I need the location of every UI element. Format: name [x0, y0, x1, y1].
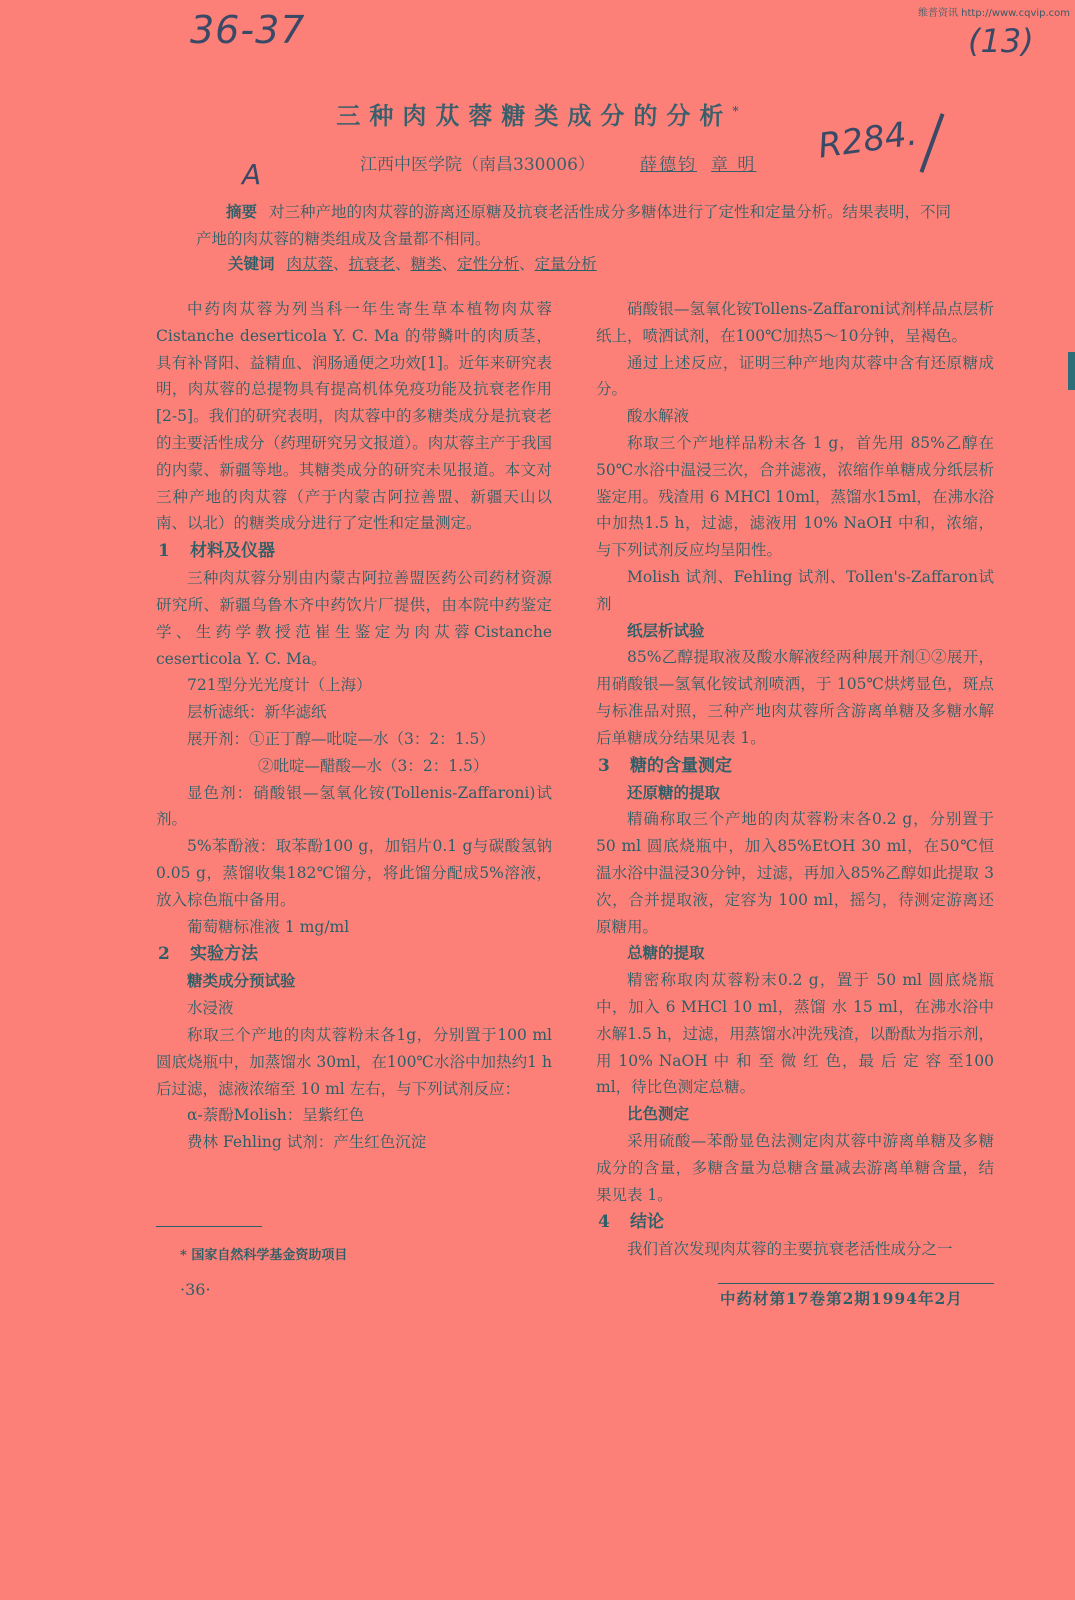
paper-chromatography-paragraph: 85%乙醇提取液及酸水解液经两种展开剂①②展开，用硝酸银—氢氧化铵试剂喷洒，于 105℃烘烤显色，斑点与标准品对照，三种产地肉苁蓉所含游离单糖及多糖水解后单糖成分结果见表 1。	[596, 648, 994, 747]
keyword-separator: 、	[441, 255, 458, 273]
conclusion-paragraph: 我们首次发现肉苁蓉的主要抗衰老活性成分之一	[627, 1240, 953, 1259]
watermark: 维普资讯 http://www.cqvip.com	[918, 8, 1071, 19]
journal-citation: 中药材第17卷第2期1994年2月	[720, 1289, 963, 1308]
keyword-separator: 、	[519, 255, 535, 273]
left-column	[156, 296, 552, 1156]
subheading-acid-hydrolysis: 酸水解液	[627, 407, 690, 426]
reagent-paragraph: 显色剂：硝酸银—氢氧化铵(Tollenis-Zaffaroni)试剂。	[156, 783, 552, 829]
water-extract-paragraph: 称取三个产地的肉苁蓉粉末各1g，分别置于100 ml 圆底烧瓶中，加蒸馏水 30ml，在100℃水浴中加热约1 h 后过滤，滤液浓缩至 10 ml 左右，与下列试剂反应：	[156, 1025, 552, 1098]
filter-paper-line: 层析滤纸：新华滤纸	[187, 703, 327, 722]
handwritten-mark: A	[242, 158, 262, 191]
section-heading	[156, 537, 552, 565]
keyword-separator: 、	[395, 255, 411, 273]
section-number: 2	[158, 944, 170, 965]
glucose-standard-line: 葡萄糖标准液 1 mg/ml	[187, 917, 350, 936]
section-heading	[156, 940, 552, 968]
intro-paragraph: 中药肉苁蓉为列当科一年生寄生草本植物肉苁蓉Cistanche deserticola Y. C. Ma 的带鳞叶的肉质茎，具有补肾阳、益精血、润肠通便之功效[1]。近年来研究表明，肉苁蓉的总提物具有提高机体免疫功能及抗衰老作用[2-5]。我们的研究表明，肉苁蓉中的多糖类成分是抗衰老的主要活性成分（药理研究另文报道）。肉苁蓉主产于我国的内蒙、新疆等地。其糖类成分的研究未见报道。本文对三种产地的肉苁蓉（产于内蒙古阿拉善盟、新疆天山以南、以北）的糖类成分进行了定性和定量测定。	[156, 300, 552, 533]
abstract	[196, 198, 966, 253]
section-title: 糖的含量测定	[630, 755, 732, 776]
subsection-heading: 总糖的提取	[627, 943, 705, 963]
section-number: 3	[598, 755, 610, 776]
section-heading	[596, 1208, 994, 1236]
footnote-divider	[156, 1226, 262, 1227]
subsection-heading: 比色测定	[627, 1104, 690, 1124]
keyword: 抗衰老	[348, 255, 396, 273]
article-title	[0, 96, 1075, 131]
abstract-label: 摘要	[226, 202, 258, 221]
section-title: 结论	[630, 1212, 664, 1233]
instrument-line: 721型分光光度计（上海）	[187, 676, 372, 695]
handwritten-page-range: 36-37	[190, 8, 306, 52]
right-column	[596, 296, 994, 1263]
section-number: 4	[598, 1212, 610, 1233]
conclusion-reducing-sugar: 通过上述反应，证明三种产地肉苁蓉中含有还原糖成分。	[596, 353, 994, 399]
keyword-separator: 、	[333, 255, 349, 273]
fehling-result-line: 费林 Fehling 试剂：产生红色沉淀	[187, 1133, 427, 1152]
reagent-list-paragraph: Molish 试剂、Fehling 试剂、Tollen's-Zaffaron试剂	[596, 567, 994, 613]
section-title: 实验方法	[190, 944, 258, 965]
colorimetry-paragraph: 采用硫酸—苯酚显色法测定肉苁蓉中游离单糖及多糖成分的含量，多糖含量为总糖含量减去游离单糖含量，结果见表 1。	[596, 1131, 994, 1204]
authors	[640, 150, 770, 175]
subheading-water-extract: 水浸液	[187, 999, 234, 1018]
title-footnote-mark: *	[732, 104, 739, 118]
page-number: ·36·	[180, 1280, 211, 1299]
subsection-heading: 糖类成分预试验	[187, 971, 296, 991]
keyword: 定性分析	[457, 255, 520, 273]
keywords	[228, 252, 597, 274]
handwritten-class-code: R284.	[815, 113, 920, 167]
side-bookmark-tab	[1068, 352, 1075, 390]
developer-line-1: 展开剂：①正丁醇—吡啶—水（3：2：1.5）	[187, 729, 495, 748]
phenol-paragraph: 5%苯酚液：取苯酚100 g，加铝片0.1 g与碳酸氢钠0.05 g，蒸馏收集182℃馏分，将此馏分配成5%溶液，放入棕色瓶中备用。	[156, 837, 552, 909]
author-1: 薛德钧	[640, 155, 697, 175]
molish-result-line: α-萘酚Molish：呈紫红色	[187, 1106, 365, 1125]
journal-rule	[718, 1283, 994, 1284]
keyword: 糖类	[410, 255, 442, 273]
keywords-label: 关键词	[228, 254, 275, 273]
developer-line-2: ②吡啶—醋酸—水（3：2：1.5）	[258, 756, 489, 775]
title-text: 三种肉苁蓉糖类成分的分析	[336, 101, 733, 130]
keyword: 定量分析	[534, 255, 597, 273]
footnote: * 国家自然科学基金资助项目	[180, 1248, 348, 1263]
keyword: 肉苁蓉	[286, 255, 334, 273]
section-title: 材料及仪器	[190, 541, 275, 562]
subsection-heading: 纸层析试验	[627, 620, 705, 640]
materials-paragraph: 三种肉苁蓉分别由内蒙古阿拉善盟医药公司药材资源研究所、新疆乌鲁木齐中药饮片厂提供，由本院中药鉴定学、生药学教授范崔生鉴定为肉苁蓉Cistanche ceserticola Y. C. Ma。	[156, 569, 552, 668]
total-sugar-extraction-paragraph: 精密称取肉苁蓉粉末0.2 g，置于 50 ml 圆底烧瓶中，加入 6 MHCl 10 ml，蒸馏 水 15 ml，在沸水浴中水解1.5 h，过滤，用蒸馏水冲洗残渣，以酚酞为指示剂，用 10% NaOH 中 和 至 微 红 色，最 后 定 容 至100 ml，待比色测定总糖。	[596, 971, 994, 1097]
acid-hydrolysis-paragraph: 称取三个产地样品粉末各 1 g，首先用 85%乙醇在50℃水浴中温浸三次，合并滤液，浓缩作单糖成分纸层析鉴定用。残渣用 6 MHCl 10ml，蒸馏水15ml，在沸水浴中加热1.5 h，过滤，滤液用 10% NaOH 中和，浓缩，与下列试剂反应均呈阳性。	[596, 433, 994, 560]
handwritten-number: (13)	[968, 22, 1034, 60]
abstract-text: 对三种产地的肉苁蓉的游离还原糖及抗衰老活性成分多糖体进行了定性和定量分析。结果表明，不同产地的肉苁蓉的糖类组成及含量都不相同。	[196, 203, 952, 248]
tollens-paragraph: 硝酸银—氢氧化铵Tollens-Zaffaroni试剂样品点层析纸上，喷洒试剂，在100℃加热5～10分钟，呈褐色。	[596, 300, 994, 345]
reducing-sugar-extraction-paragraph: 精确称取三个产地的肉苁蓉粉末各0.2 g，分别置于50 ml 圆底烧瓶中，加入85%EtOH 30 ml，在50℃恒温水浴中温浸30分钟，过滤，再加入85%乙醇如此提取 3 次，合并提取液，定容为 100 ml，摇匀，待测定游离还原糖用。	[596, 810, 994, 936]
affiliation: 江西中医学院（南昌330006）	[360, 155, 595, 175]
section-number: 1	[158, 541, 170, 562]
subsection-heading: 还原糖的提取	[627, 782, 721, 802]
section-heading	[596, 752, 994, 780]
author-2: 章 明	[711, 155, 757, 175]
